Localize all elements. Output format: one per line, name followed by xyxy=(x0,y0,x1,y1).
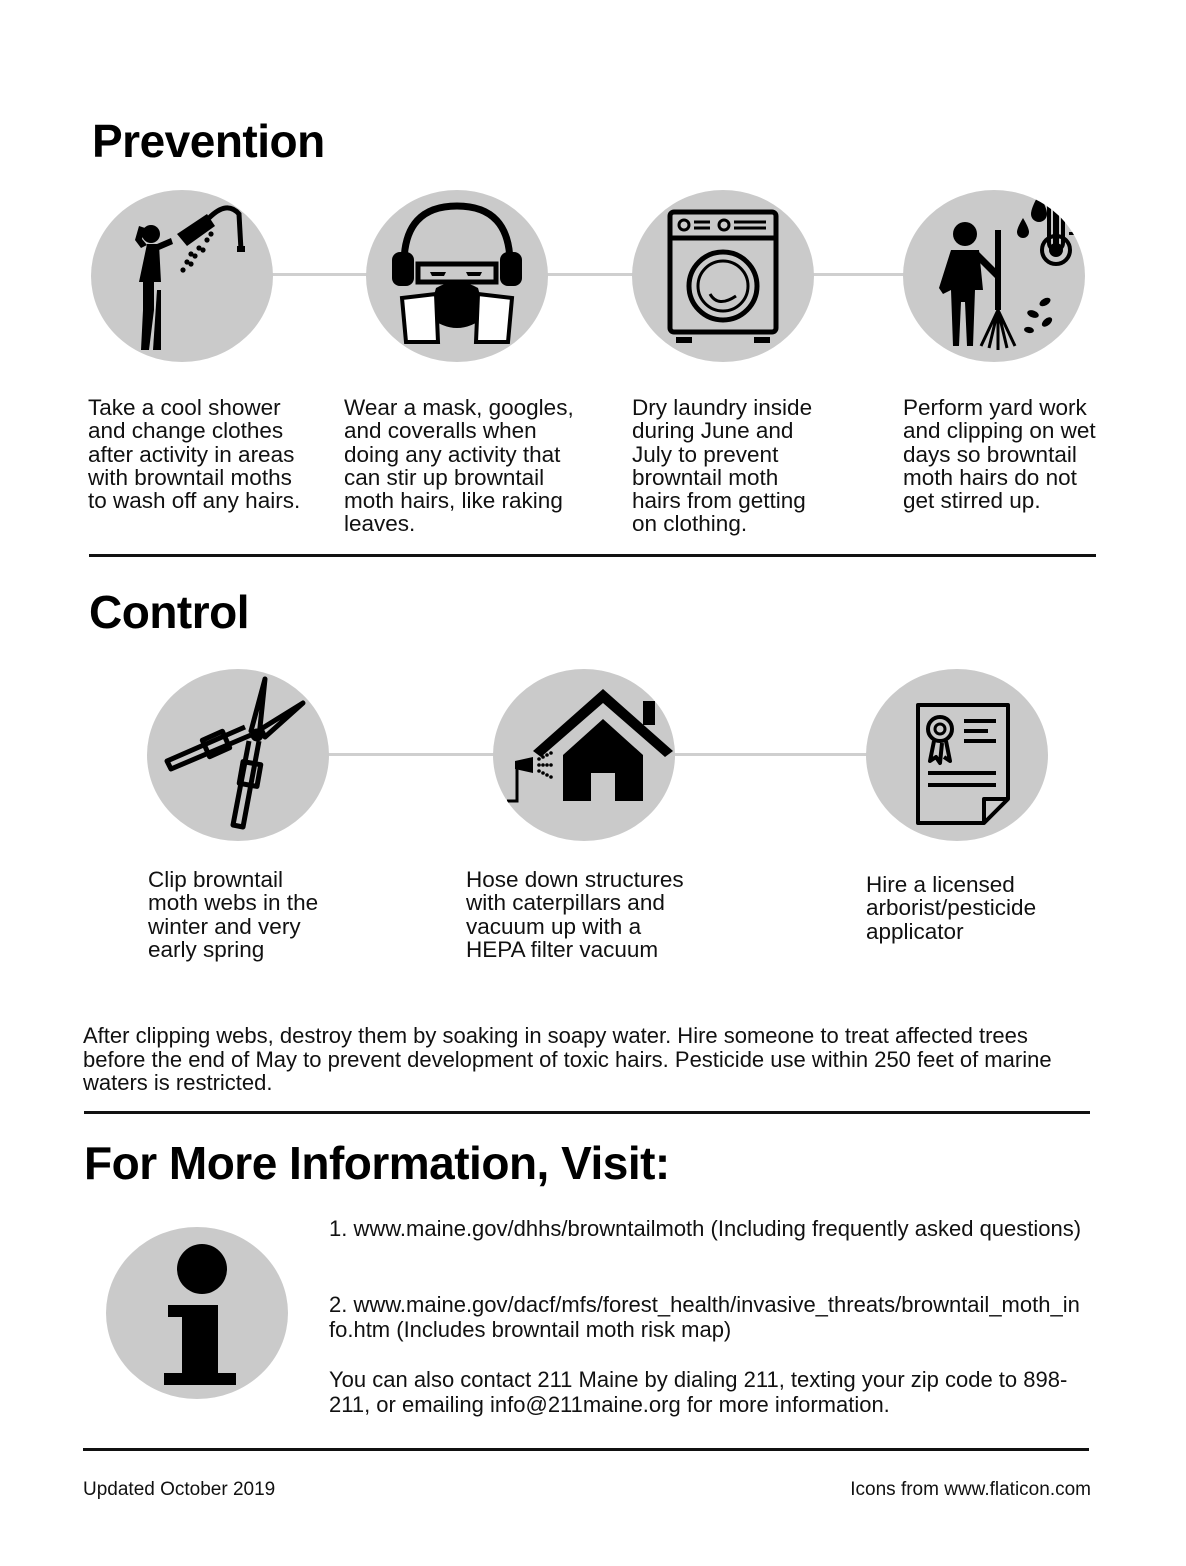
control-text-2: Hose down structures with caterpillars and vacuum up with a HEPA filter vacuum xyxy=(466,867,684,962)
raking-wet-weather-icon xyxy=(903,190,1085,362)
more-info-heading: For More Information, Visit: xyxy=(84,1137,670,1189)
prevention-text-2: Wear a mask, googles, and coveralls when doing any activity that can stir up browntail moth hairs, like raking leaves. xyxy=(344,395,574,537)
control-text-1: Clip browntail moth webs in the winter and very early spring xyxy=(148,867,319,962)
prevention-text-4: Perform yard work and clipping on wet days so browntail moth hairs do not get stirred up. xyxy=(903,395,1096,514)
info-link-2[interactable]: 2. www.maine.gov/dacf/mfs/forest_health/invasive_threats/browntail_moth_info.htm (Includes browntail moth risk map) xyxy=(329,1292,1080,1342)
prevention-circle-2 xyxy=(366,190,548,362)
prevention-circle-4 xyxy=(903,190,1085,362)
control-circle-2 xyxy=(493,669,675,841)
control-text-3: Hire a licensed arborist/pesticide applicator xyxy=(866,872,1037,944)
info-link-1[interactable]: 1. www.maine.gov/dhhs/browntailmoth (Including frequently asked questions) xyxy=(329,1216,1082,1241)
contact-text: You can also contact 211 Maine by dialing 211, texting your zip code to 898-211, or emailing info@211maine.org for more information. xyxy=(329,1367,1068,1417)
control-note: After clipping webs, destroy them by soaking in soapy water. Hire someone to treat affected trees before the end of May to prevent development of toxic hairs. Pesticide use within 250 feet of marine waters is restricted. xyxy=(83,1023,1052,1095)
prevention-circle-3 xyxy=(632,190,814,362)
certificate-icon xyxy=(866,669,1048,841)
prevention-text-3: Dry laundry inside during June and July to prevent browntail moth hairs from getting on clothing. xyxy=(632,395,813,537)
prevention-circle-1 xyxy=(91,190,273,362)
control-circle-3 xyxy=(866,669,1048,841)
washing-machine-icon xyxy=(632,190,814,362)
mask-headphones-icon xyxy=(366,190,548,362)
prevention-divider xyxy=(89,554,1096,557)
pruning-shears-icon xyxy=(147,669,329,841)
info-icon xyxy=(106,1227,288,1399)
hose-house-icon xyxy=(493,669,675,841)
control-heading: Control xyxy=(89,586,250,638)
control-circle-1 xyxy=(147,669,329,841)
icons-credit: Icons from www.flaticon.com xyxy=(850,1479,1091,1500)
more-info-divider xyxy=(83,1448,1089,1451)
prevention-text-1: Take a cool shower and change clothes after activity in areas with browntail moths to wash off any hairs. xyxy=(88,395,301,514)
prevention-heading: Prevention xyxy=(92,115,325,167)
control-divider xyxy=(84,1111,1090,1114)
shower-icon xyxy=(91,190,273,362)
updated-date: Updated October 2019 xyxy=(83,1479,276,1500)
info-circle xyxy=(106,1227,288,1399)
